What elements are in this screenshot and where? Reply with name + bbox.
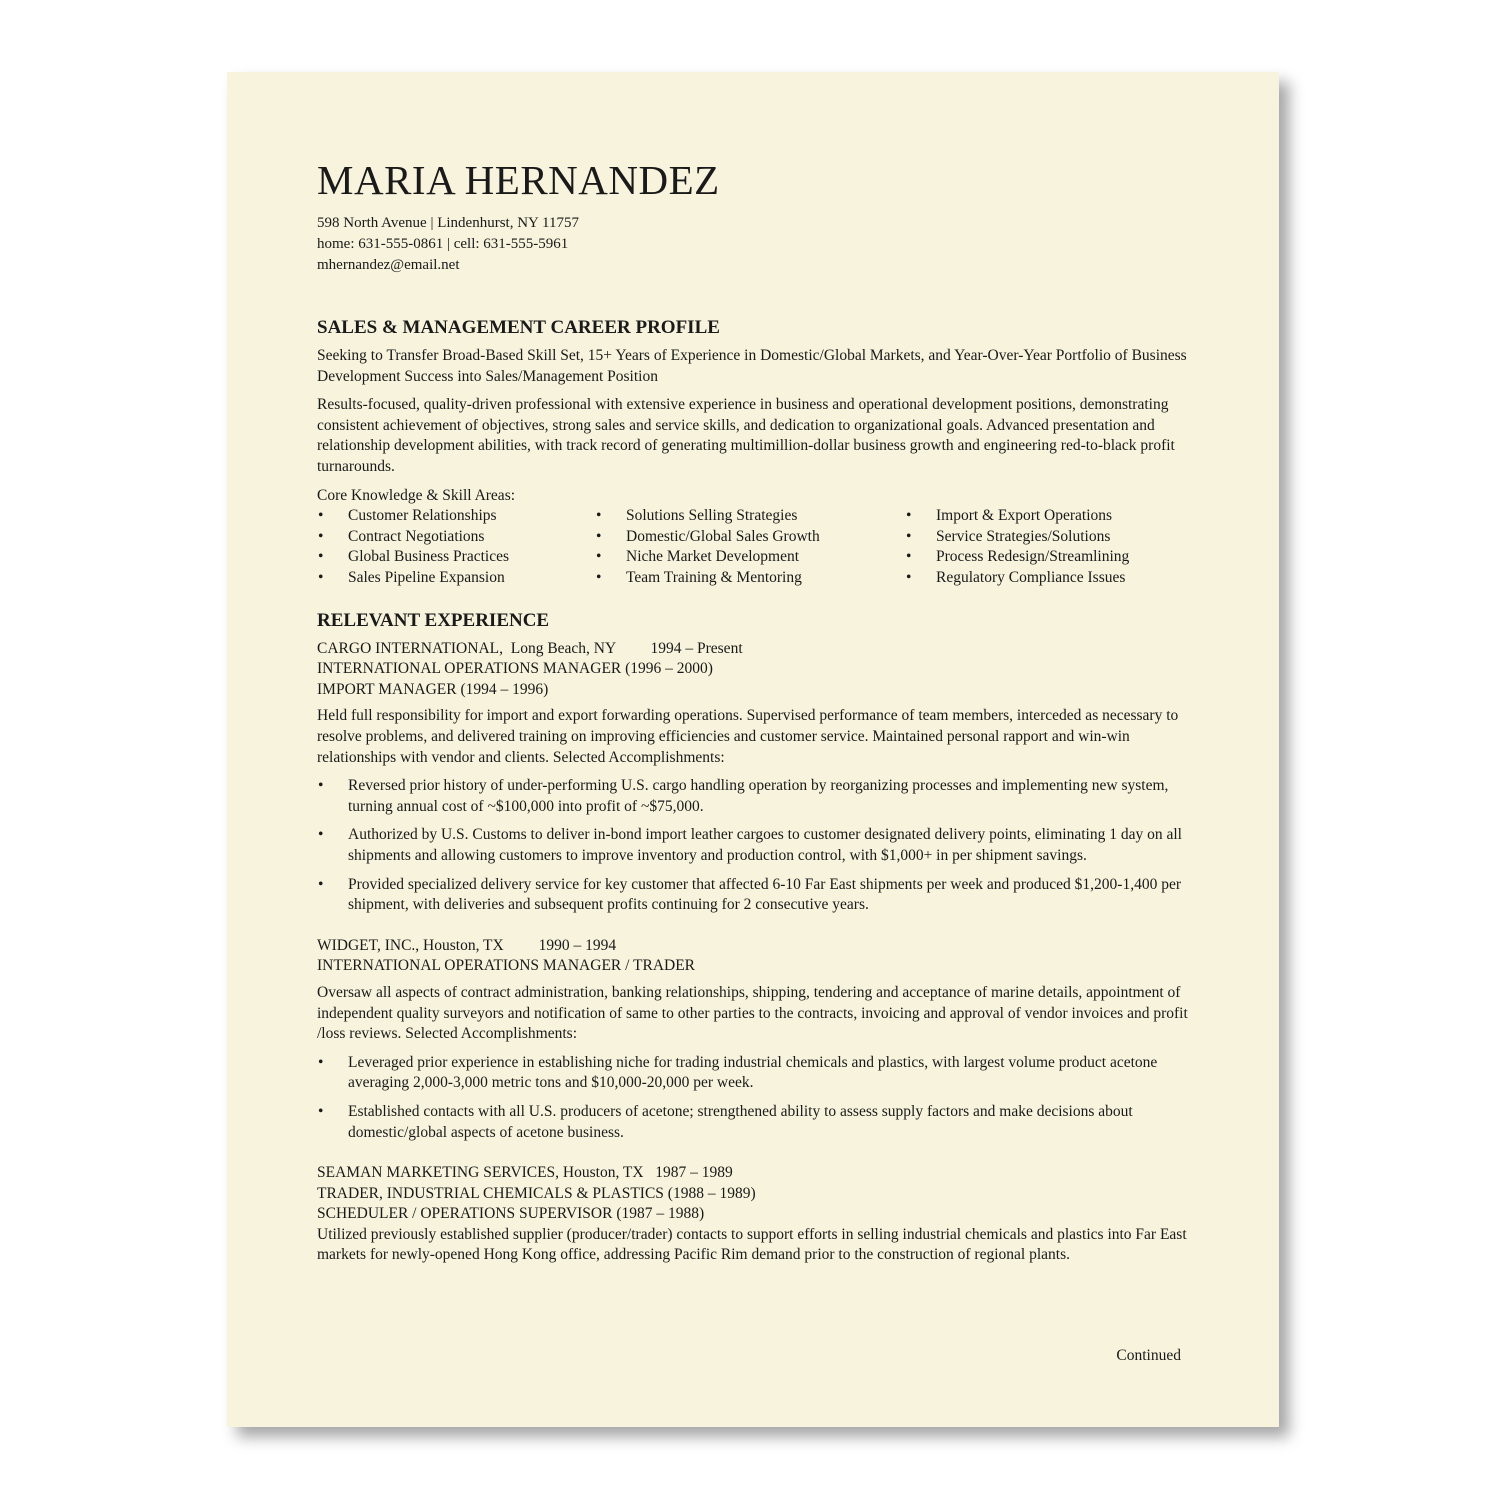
skill-item: • Regulatory Compliance Issues <box>905 568 1205 589</box>
job-description: Oversaw all aspects of contract administration, banking relationships, shipping, tendering and acceptance of marine details, appointment of independent quality surveyors and notification of same to other parties to the contracts, invoicing and approval of vendor invoices and profit /loss reviews. Selected Accomplishments: <box>317 983 1188 1043</box>
job-seaman-marketing <box>317 1163 1207 1266</box>
address-line: 598 North Avenue | Lindenhurst, NY 11757 <box>317 215 579 232</box>
job-company-line: SEAMAN MARKETING SERVICES, Houston, TX 1987 – 1989 <box>317 1164 733 1182</box>
accomplishment-item: • Leveraged prior experience in establishing niche for trading industrial chemicals and plastics, with largest volume product acetone averaging 2,000-3,000 metric tons and $10,000-20,000 per week. <box>317 1053 1207 1094</box>
skills-column-2 <box>595 506 905 588</box>
accomplishment-item: • Authorized by U.S. Customs to deliver in-bond import leather cargoes to customer designated delivery points, eliminating 1 day on all shipments and allowing customers to improve inventory and production control, with $1,000+ in per shipment savings. <box>317 825 1207 866</box>
skill-item: • Service Strategies/Solutions <box>905 527 1205 548</box>
job-description: Held full responsibility for import and export forwarding operations. Supervised performance of team members, interceded as necessary to resolve problems, and delivered training on improving efficiencies and customer service. Maintained personal rapport and win-win relationships with vendor and clients. Selected Accomplishments: <box>317 707 1179 766</box>
skills-column-3 <box>905 506 1205 588</box>
continued-label: Continued <box>1116 1347 1181 1364</box>
accomplishment-item: • Reversed prior history of under-performing U.S. cargo handling operation by reorganizing processes and implementing new system, turning annual cost of ~$100,000 into profit of ~$75,000. <box>317 776 1207 817</box>
skill-item: • Niche Market Development <box>595 547 905 568</box>
skill-item: • Sales Pipeline Expansion <box>317 568 595 589</box>
resume-page <box>227 72 1279 1427</box>
job-title: SCHEDULER / OPERATIONS SUPERVISOR (1987 – 1988) <box>317 1205 705 1223</box>
contact-block <box>317 213 1207 276</box>
job-title: IMPORT MANAGER (1994 – 1996) <box>317 680 549 698</box>
skill-item: • Import & Export Operations <box>905 506 1205 527</box>
job-accomplishments <box>317 776 1207 916</box>
career-profile-heading: SALES & MANAGEMENT CAREER PROFILE <box>317 317 720 339</box>
accomplishment-item: • Established contacts with all U.S. producers of acetone; strengthened ability to assess supply factors and make decisions about domestic/global aspects of acetone business. <box>317 1102 1207 1143</box>
experience-heading: RELEVANT EXPERIENCE <box>317 609 550 631</box>
profile-headline: Seeking to Transfer Broad-Based Skill Set, 15+ Years of Experience in Domestic/Global Markets, and Year-Over-Year Portfolio of Business Development Success into Sales/Management Position <box>317 347 1187 385</box>
job-widget-inc <box>317 936 1207 1143</box>
job-title: INTERNATIONAL OPERATIONS MANAGER / TRADER <box>317 957 696 975</box>
accomplishment-item: • Provided specialized delivery service for key customer that affected 6-10 Far East shipments per week and produced $1,200-1,400 per shipment, with deliveries and subsequent profits continuing for 2 consecutive years. <box>317 875 1207 916</box>
skills-column-1 <box>317 506 595 588</box>
job-description: Utilized previously established supplier (producer/trader) contacts to support efforts in selling industrial chemicals and plastics into Far East markets for newly-opened Hong Kong office, addressing Pacific Rim demand prior to the construction of regional plants. <box>317 1225 1187 1264</box>
job-cargo-international <box>317 639 1207 916</box>
experience-section <box>317 609 1207 1266</box>
job-company-line: WIDGET, INC., Houston, TX 1990 – 1994 <box>317 936 617 954</box>
job-accomplishments <box>317 1053 1207 1143</box>
skills-title: Core Knowledge & Skill Areas: <box>317 486 516 504</box>
skill-item: • Solutions Selling Strategies <box>595 506 905 527</box>
job-title: INTERNATIONAL OPERATIONS MANAGER (1996 – 2000) <box>317 660 713 678</box>
phone-line: home: 631-555-0861 | cell: 631-555-5961 <box>317 236 569 253</box>
profile-summary: Results-focused, quality-driven professional with extensive experience in business and operational development positions, demonstrating consistent achievement of objectives, strong sales and service skills, and dedication to organizational goals. Advanced presentation and relationship development abilities, with track record of generating multimillion-dollar business growth and engineering red-to-black profit turnarounds. <box>317 396 1175 476</box>
skill-item: • Process Redesign/Streamlining <box>905 547 1205 568</box>
skill-item: • Contract Negotiations <box>317 527 595 548</box>
job-company-line: CARGO INTERNATIONAL, Long Beach, NY 1994 – Present <box>317 639 743 657</box>
career-profile-section <box>317 316 1207 589</box>
job-title: TRADER, INDUSTRIAL CHEMICALS & PLASTICS (1988 – 1989) <box>317 1184 756 1202</box>
skills-grid <box>317 506 1207 588</box>
resume-content <box>317 158 1207 1286</box>
email-line: mhernandez@email.net <box>317 257 460 274</box>
skill-item: • Customer Relationships <box>317 506 595 527</box>
skill-item: • Global Business Practices <box>317 547 595 568</box>
skill-item: • Domestic/Global Sales Growth <box>595 527 905 548</box>
skill-item: • Team Training & Mentoring <box>595 568 905 589</box>
candidate-name: MARIA HERNANDEZ <box>317 157 720 203</box>
